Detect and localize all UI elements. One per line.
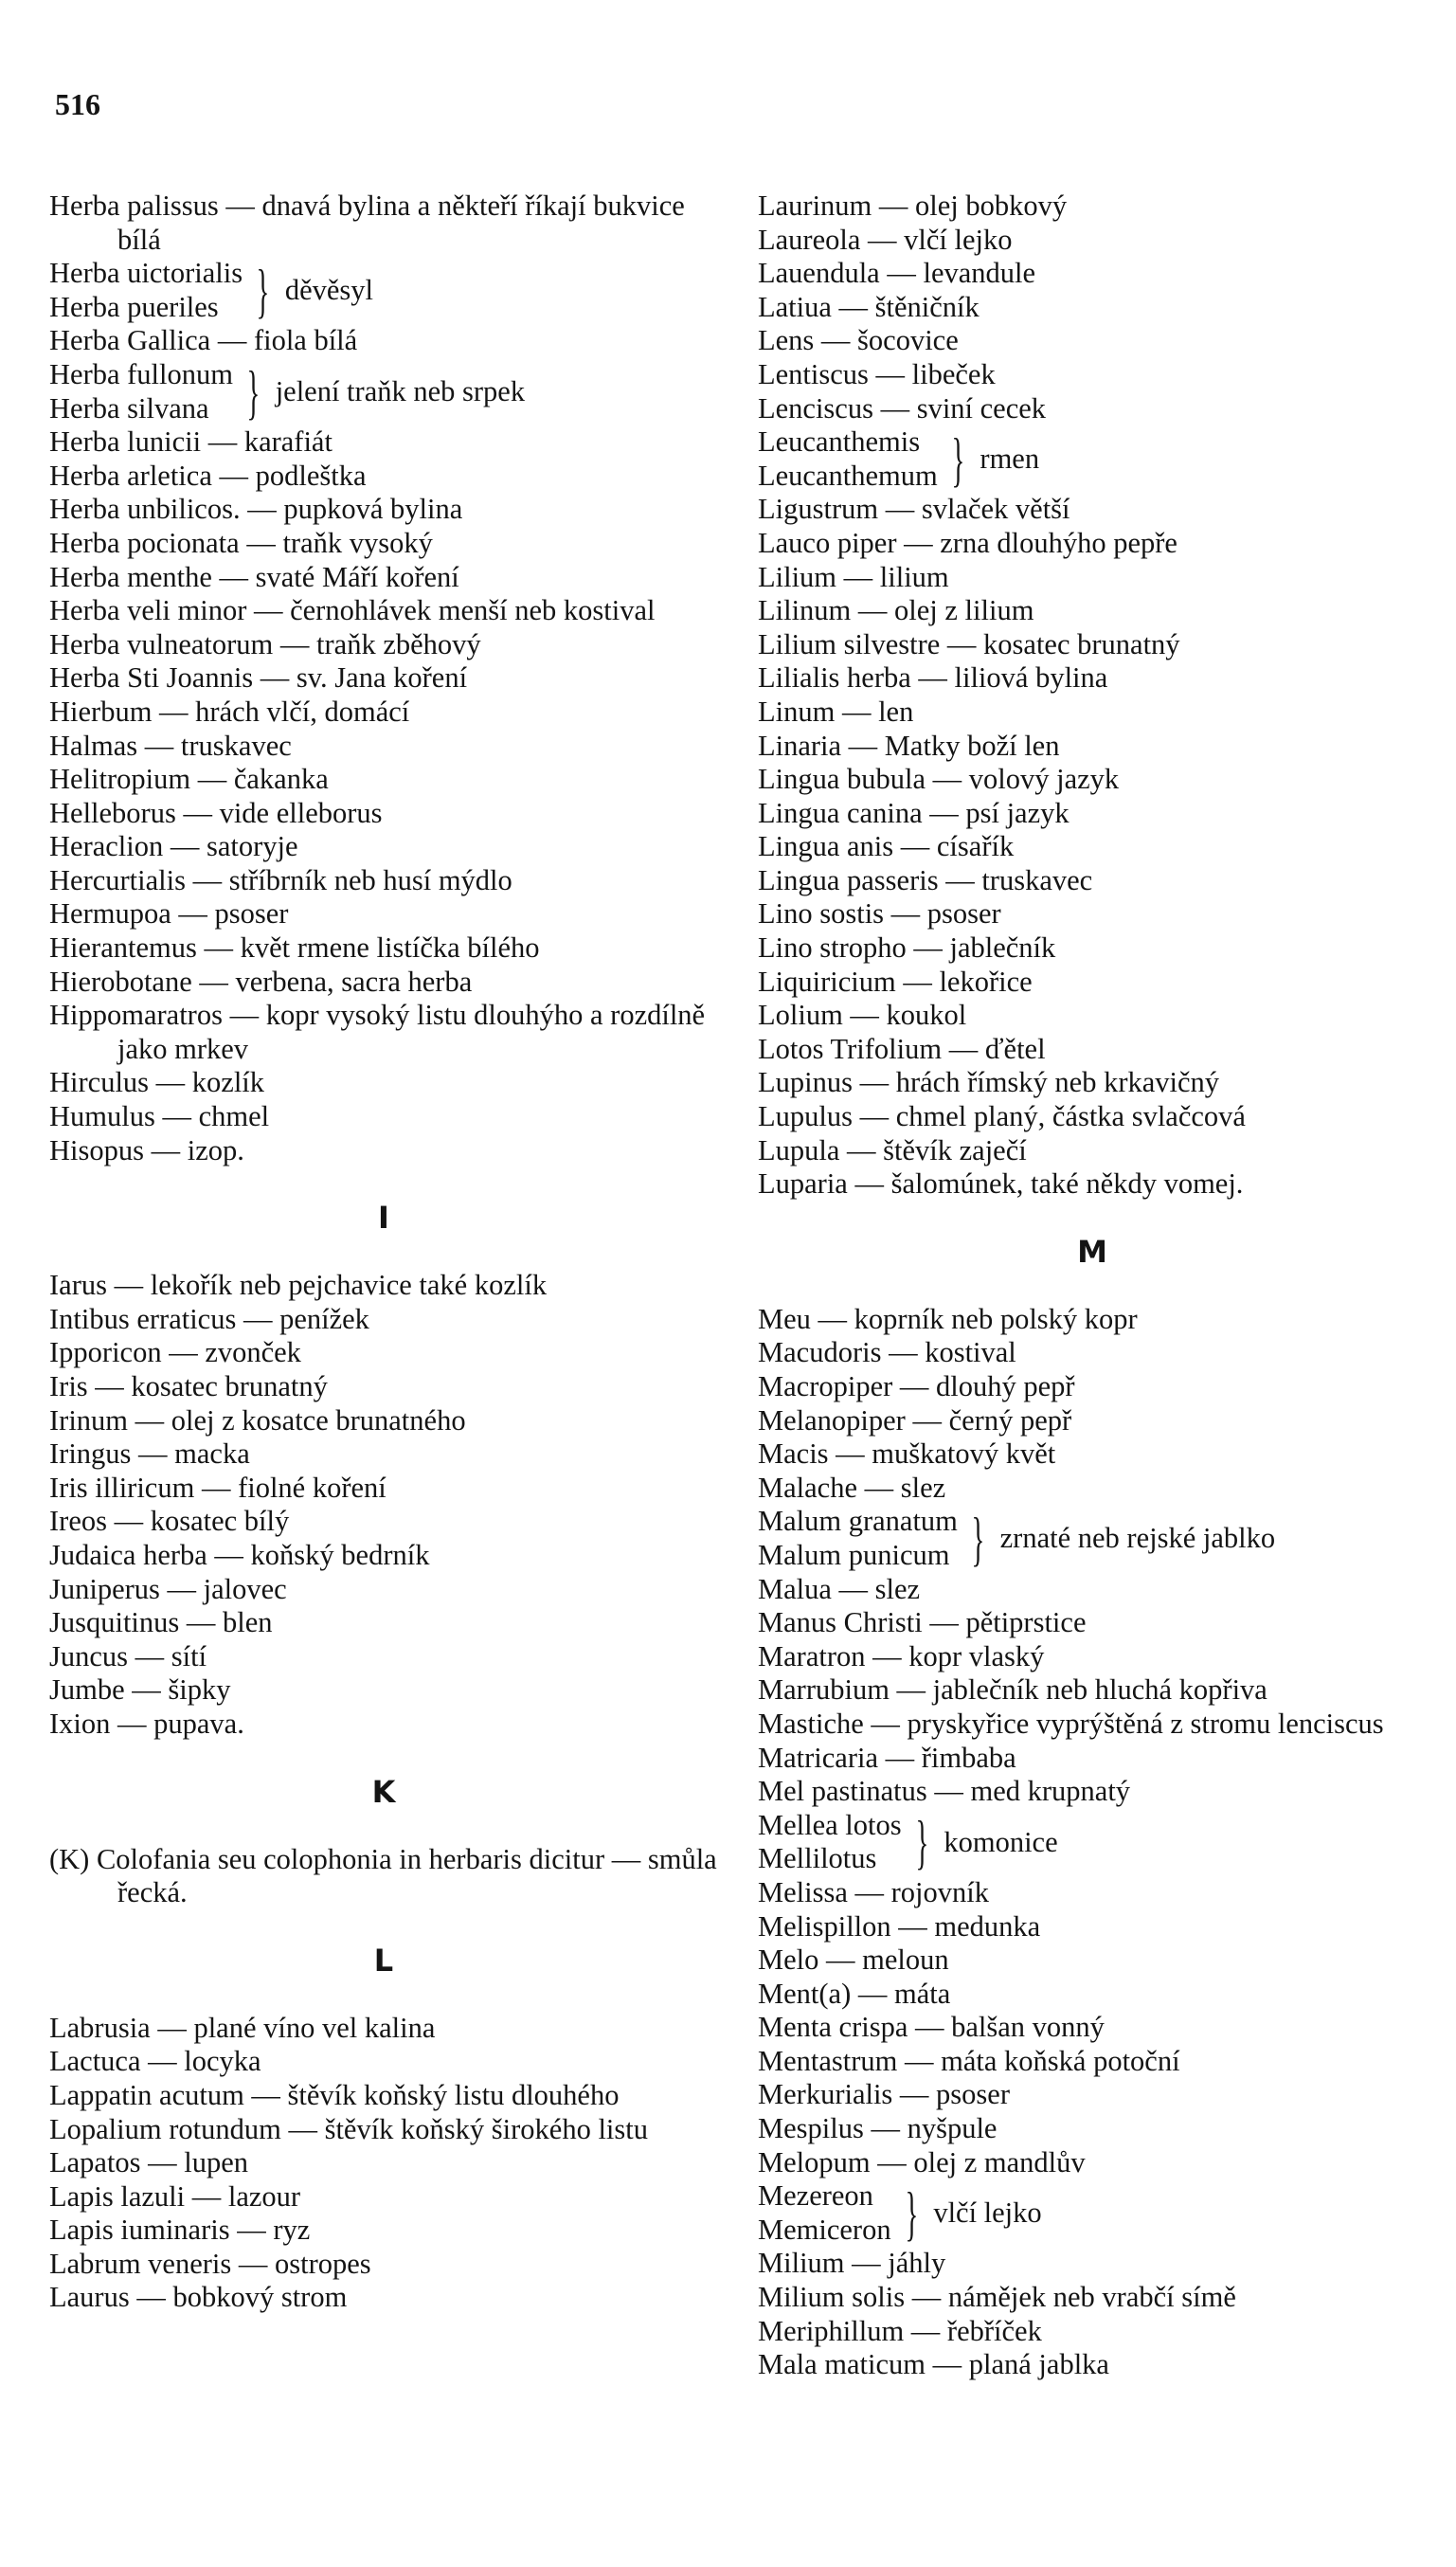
dictionary-entry: Melispillon — medunka xyxy=(758,1909,1041,1943)
latin-term: Mezereon xyxy=(758,2179,873,2213)
czech-meaning: rmen xyxy=(980,443,1040,476)
dictionary-entry: Hirculus — kozlík xyxy=(49,1066,265,1099)
dictionary-entry: Hisopus — izop. xyxy=(49,1133,244,1166)
dictionary-entry: Meriphillum — řebříček xyxy=(758,2314,1042,2347)
brace-glyph: } xyxy=(971,1504,985,1572)
dictionary-entry: Lapis iuminaris — ryz xyxy=(49,2214,311,2247)
dictionary-entry: Irinum — olej z kosatce brunatného xyxy=(49,1403,466,1437)
dictionary-entry: Lilium silvestre — kosatec brunatný xyxy=(758,627,1180,660)
dictionary-entry: Lolium — koukol xyxy=(758,999,967,1032)
dictionary-entry: Milium — jáhly xyxy=(758,2247,946,2280)
dictionary-entry: Linum — len xyxy=(758,695,914,728)
dictionary-entry: Lingua passeris — truskavec xyxy=(758,863,1093,896)
left-h-block xyxy=(49,190,718,1167)
dictionary-entry: Melissa — rojovník xyxy=(758,1875,989,1908)
latin-term: Malum punicum xyxy=(758,1538,950,1571)
dictionary-entry: Heraclion — satoryje xyxy=(49,830,298,863)
dictionary-entry: Iarus — lekořík neb pejchavice také kozlík xyxy=(49,1269,548,1302)
dictionary-entry: Marrubium — jablečník neb hluchá kopřiva xyxy=(758,1673,1267,1707)
dictionary-entry: Melo — meloun xyxy=(758,1943,949,1977)
dictionary-entry: Ireos — kosatec bílý xyxy=(49,1505,290,1538)
left-i-block xyxy=(49,1269,718,1741)
bracketed-terms xyxy=(49,257,243,324)
dictionary-entry: Iringus — macka xyxy=(49,1437,250,1471)
dictionary-entry: Lingua bubula — volový jazyk xyxy=(758,763,1120,796)
czech-meaning: vlčí lejko xyxy=(933,2196,1042,2230)
dictionary-entry: Hercurtialis — stříbrník neb husí mýdlo xyxy=(49,863,512,896)
left-l-block xyxy=(49,2012,718,2315)
dictionary-entry: Manus Christi — pětiprstice xyxy=(758,1606,1087,1639)
brace-glyph: } xyxy=(246,357,261,425)
dictionary-entry: Luparia — šalomúnek, také někdy vomej. xyxy=(758,1167,1244,1201)
czech-meaning: jelení traňk neb srpek xyxy=(275,375,526,408)
dictionary-entry: Laurus — bobkový strom xyxy=(49,2281,348,2314)
dictionary-entry: Lens — šocovice xyxy=(758,324,959,357)
dictionary-entry: Ment(a) — máta xyxy=(758,1977,951,2010)
dictionary-entry: Melopum — olej z mandlův xyxy=(758,2145,1086,2178)
dictionary-entry: Helleborus — vide elleborus xyxy=(49,796,383,829)
section-heading-l: L xyxy=(373,1942,394,1979)
bracketed-entry xyxy=(758,1809,1427,1876)
brace-glyph: } xyxy=(951,425,964,493)
dictionary-entry: Mentastrum — máta koňská potoční xyxy=(758,2044,1180,2077)
dictionary-entry: Herba lunicii — karafiát xyxy=(49,425,333,459)
bracketed-terms xyxy=(758,425,938,493)
dictionary-entry: Lauco piper — zrna dlouhýho pepře xyxy=(758,526,1177,559)
dictionary-entry: Lupulus — chmel planý, částka svlačcová xyxy=(758,1100,1246,1133)
right-m-block xyxy=(758,1303,1427,2382)
dictionary-entry: Herba palissus — dnavá bylina a někteří říkají bukvice bílá xyxy=(49,190,685,256)
dictionary-entry: Malache — slez xyxy=(758,1471,946,1504)
dictionary-entry: Hierobotane — verbena, sacra herba xyxy=(49,965,473,998)
dictionary-entry: Mala maticum — planá jablka xyxy=(758,2348,1109,2381)
czech-meaning: komonice xyxy=(944,1825,1058,1858)
dictionary-entry: Judaica herba — koňský bedrník xyxy=(49,1538,430,1571)
latin-term: Leucanthemis xyxy=(758,425,921,459)
dictionary-entry: Macis — muškatový květ xyxy=(758,1437,1056,1471)
latin-term: Malum granatum xyxy=(758,1505,958,1538)
dictionary-entry: Mespilus — nyšpule xyxy=(758,2112,998,2145)
czech-meaning: zrnaté neb rejské jablko xyxy=(999,1522,1276,1555)
dictionary-entry: Herba pocionata — traňk vysoký xyxy=(49,526,433,559)
dictionary-entry: Labrum veneris — ostropes xyxy=(49,2247,371,2280)
dictionary-entry: Jumbe — šipky xyxy=(49,1673,231,1707)
dictionary-entry: Meu — koprník neb polský kopr xyxy=(758,1302,1138,1335)
section-heading-i: I xyxy=(378,1200,389,1237)
dictionary-entry: Merkurialis — psoser xyxy=(758,2078,1010,2111)
dictionary-entry: Maratron — kopr vlaský xyxy=(758,1639,1045,1672)
dictionary-entry: Lino sostis — psoser xyxy=(758,897,1001,931)
dictionary-entry: Herba vulneatorum — traňk zběhový xyxy=(49,627,481,660)
dictionary-entry: Menta crispa — balšan vonný xyxy=(758,2011,1105,2044)
dictionary-entry: Liquiricium — lekořice xyxy=(758,965,1033,998)
dictionary-entry: Juncus — sítí xyxy=(49,1639,207,1672)
dictionary-entry: Herba menthe — svaté Máří koření xyxy=(49,560,459,593)
dictionary-entry: Laurinum — olej bobkový xyxy=(758,190,1068,222)
dictionary-entry: Iris — kosatec brunatný xyxy=(49,1370,328,1402)
dictionary-entry: Lenciscus — sviní cecek xyxy=(758,391,1047,425)
bracketed-terms xyxy=(758,1809,902,1876)
latin-term: Memiceron xyxy=(758,2213,891,2246)
dictionary-entry: Ipporicon — zvonček xyxy=(49,1336,301,1369)
bracketed-terms xyxy=(49,358,233,425)
dictionary-entry: Lapatos — lupen xyxy=(49,2146,249,2179)
dictionary-entry: Humulus — chmel xyxy=(49,1100,270,1133)
dictionary-entry: Milium solis — náměјek neb vrabčí símě xyxy=(758,2281,1236,2314)
dictionary-entry: Laureola — vlčí lejko xyxy=(758,223,1013,256)
dictionary-entry: Macudoris — kostival xyxy=(758,1336,1016,1369)
dictionary-entry: Lilium — lilium xyxy=(758,560,949,593)
dictionary-entry: Macropiper — dlouhý pepř xyxy=(758,1370,1075,1402)
dictionary-entry: Lupinus — hrách římský neb krkavičný xyxy=(758,1066,1220,1099)
section-heading-m: M xyxy=(1077,1233,1107,1270)
dictionary-entry: Linaria — Matky boží len xyxy=(758,729,1060,762)
dictionary-entry: Melanopiper — černý pepř xyxy=(758,1403,1072,1437)
dictionary-entry: Hierbum — hrách vlčí, domácí xyxy=(49,695,410,728)
dictionary-entry: Lupula — štěvík zaječí xyxy=(758,1133,1027,1166)
dictionary-entry: Labrusia — plané víno vel kalina xyxy=(49,2011,436,2044)
dictionary-entry: Lentiscus — libeček xyxy=(758,357,996,390)
bracketed-terms xyxy=(758,1505,958,1572)
dictionary-entry: Helitropium — čakanka xyxy=(49,763,329,796)
dictionary-entry: Latiua — štěničník xyxy=(758,290,980,323)
dictionary-entry: Malua — slez xyxy=(758,1572,921,1605)
dictionary-entry: Herba Gallica — fiola bílá xyxy=(49,324,358,357)
latin-term: Leucanthemum xyxy=(758,459,938,492)
latin-term: Herba pueriles xyxy=(49,290,219,323)
dictionary-entry: Jusquitinus — blen xyxy=(49,1606,273,1639)
right-column xyxy=(758,190,1427,2382)
dictionary-entry: Lopalium rotundum — štěvík koňský širokého listu xyxy=(49,2112,648,2145)
dictionary-entry: Lappatin acutum — štěvík koňský listu dlouhého xyxy=(49,2078,620,2111)
dictionary-entry: Herba Sti Joannis — sv. Jana koření xyxy=(49,661,468,695)
dictionary-entry: Herba unbilicos. — pupková bylina xyxy=(49,493,463,526)
dictionary-entry: Lauendula — levandule xyxy=(758,257,1036,290)
dictionary-entry: Hierantemus — květ rmene listíčka bílého xyxy=(49,931,540,965)
bracketed-entry xyxy=(758,425,1427,493)
dictionary-entry: Hippomaratros — kopr vysoký listu dlouhýho a rozdílně jako mrkev xyxy=(49,999,706,1065)
dictionary-entry: Lino stropho — jablečník xyxy=(758,931,1056,965)
brace-glyph: } xyxy=(915,1808,928,1876)
dictionary-entry: Ligustrum — svlaček větší xyxy=(758,493,1070,526)
dictionary-entry: Halmas — truskavec xyxy=(49,729,292,762)
dictionary-entry: Lilinum — olej z lilium xyxy=(758,594,1034,627)
latin-term: Herba silvana xyxy=(49,391,209,425)
dictionary-entry: Lotos Trifolium — ďětel xyxy=(758,1032,1046,1065)
dictionary-entry: Hermupoa — psoser xyxy=(49,897,289,931)
dictionary-entry: Herba arletica — podleštka xyxy=(49,459,367,492)
dictionary-entry: Lilialis herba — liliová bylina xyxy=(758,661,1108,695)
dictionary-entry: Ixion — pupava. xyxy=(49,1707,244,1740)
dictionary-entry: Lingua canina — psí jazyk xyxy=(758,796,1070,829)
dictionary-entry: Lactuca — locyka xyxy=(49,2045,261,2078)
section-heading-k: K xyxy=(371,1773,396,1810)
dictionary-entry: Lapis lazuli — lazour xyxy=(49,2179,301,2213)
bracketed-entry xyxy=(49,257,718,324)
bracketed-entry xyxy=(758,1505,1427,1572)
brace-glyph: } xyxy=(905,2178,918,2247)
left-column xyxy=(49,190,718,2315)
dictionary-entry: (K) Colofania seu colophonia in herbaris dicitur — smůla řecká. xyxy=(49,1842,717,1909)
dictionary-entry: Intibus erraticus — penížek xyxy=(49,1302,369,1335)
dictionary-entry: Juniperus — jalovec xyxy=(49,1572,287,1605)
dictionary-entry: Mel pastinatus — med krupnatý xyxy=(758,1775,1131,1808)
czech-meaning: děvěsyl xyxy=(284,274,373,307)
latin-term: Herba uictorialis xyxy=(49,257,243,290)
bracketed-entry xyxy=(758,2179,1427,2247)
dictionary-entry: Herba veli minor — černohlávek menší neb kostival xyxy=(49,594,656,627)
bracketed-entry xyxy=(49,358,718,425)
dictionary-entry: Matricaria — řimbaba xyxy=(758,1741,1016,1774)
latin-term: Mellea lotos xyxy=(758,1808,902,1841)
latin-term: Herba fullonum xyxy=(49,357,233,390)
brace-glyph: } xyxy=(256,256,270,324)
dictionary-entry: Mastiche — pryskyřice vyprýštěná z stromu lenciscus xyxy=(758,1707,1384,1740)
bracketed-terms xyxy=(758,2179,891,2247)
dictionary-entry: Lingua anis — císařík xyxy=(758,830,1015,863)
left-k-block xyxy=(49,1843,718,1910)
dictionary-entry: Iris illiricum — fiolné koření xyxy=(49,1471,386,1504)
latin-term: Mellilotus xyxy=(758,1842,877,1875)
page-number: 516 xyxy=(55,87,100,121)
right-l-block xyxy=(758,190,1427,1202)
